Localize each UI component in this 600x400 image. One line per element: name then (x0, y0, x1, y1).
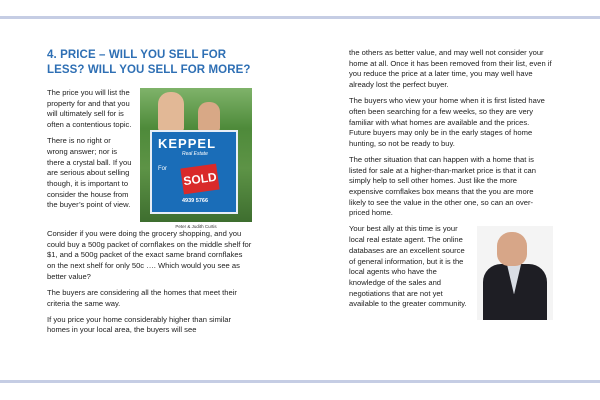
real-estate-sign (150, 130, 238, 214)
sign-brand: KEPPEL (158, 136, 217, 151)
person-figure (198, 102, 220, 132)
sold-label: SOLD (182, 169, 218, 189)
agent-head (497, 232, 527, 266)
section-heading: 4. PRICE – WILL YOU SELL FOR LESS? WILL YOU SELL FOR MORE? (47, 49, 251, 76)
sold-sticker (180, 164, 219, 195)
paragraph: the others as better value, and may well not consider your home at all. Once it has been removed from their list, even if you reduce the price at a later time, you may well have already lost the perfect buyer. (349, 48, 552, 90)
agent-section (349, 224, 552, 320)
top-rule (0, 16, 600, 19)
paragraph: The price you will list the property for and that you will ultimately sell for is often a contentious topic. (47, 88, 132, 130)
intro-text (47, 88, 132, 229)
agent-text (349, 224, 469, 320)
sign-for-label: For (158, 166, 167, 172)
couple-sold-sign-photo (140, 88, 252, 229)
photo-image (140, 88, 252, 222)
paragraph: If you price your home considerably higher than similar homes in your local area, the buyers will see (47, 314, 232, 335)
paragraph: Consider if you were doing the grocery shopping, and you could buy a 500g packet of cornflakes on the middle shelf for $1, and a 500g packet of the exact same brand cornflakes on the next shelf for only 50c …. Which would you see as better value? (47, 229, 252, 281)
paragraph: The buyers are considering all the homes that meet their criteria the same way. (47, 287, 237, 308)
right-column (349, 48, 552, 320)
photo-caption: Peter & Judith Curtis (175, 224, 217, 229)
sign-subtitle: Real Estate (182, 151, 208, 157)
paragraph: The buyers who view your home when it is first listed have often been searching for a few weeks, so they are very familiar with what homes are available and the prices. Future buyers may only be in the early stages of home hunting, so not be ready to buy. (349, 96, 545, 148)
paragraph: Your best ally at this time is your local real estate agent. The online databases are an excellent source of general information, but it is the local agents who have the knowledge of the sales and negotiations that are not yet available to the greater community. (349, 224, 467, 309)
intro-with-photo (47, 88, 252, 229)
sign-phone: 4939 5766 (182, 198, 208, 204)
person-figure (158, 92, 184, 132)
bottom-rule (0, 380, 600, 383)
paragraph: The other situation that can happen with a home that is listed for sale at a higher-than-market price is that it can simply help to sell other homes. Just like the more expensive cornflakes box means that the you are more likely to see the value in the other one, so can an over-priced home. (349, 154, 536, 218)
paragraph: There is no right or wrong answer; nor is there a crystal ball. If you are serious about selling though, it is important to consider the house from the buyer’s point of view. (47, 136, 132, 210)
agent-photo (477, 226, 553, 320)
left-column (47, 48, 252, 341)
